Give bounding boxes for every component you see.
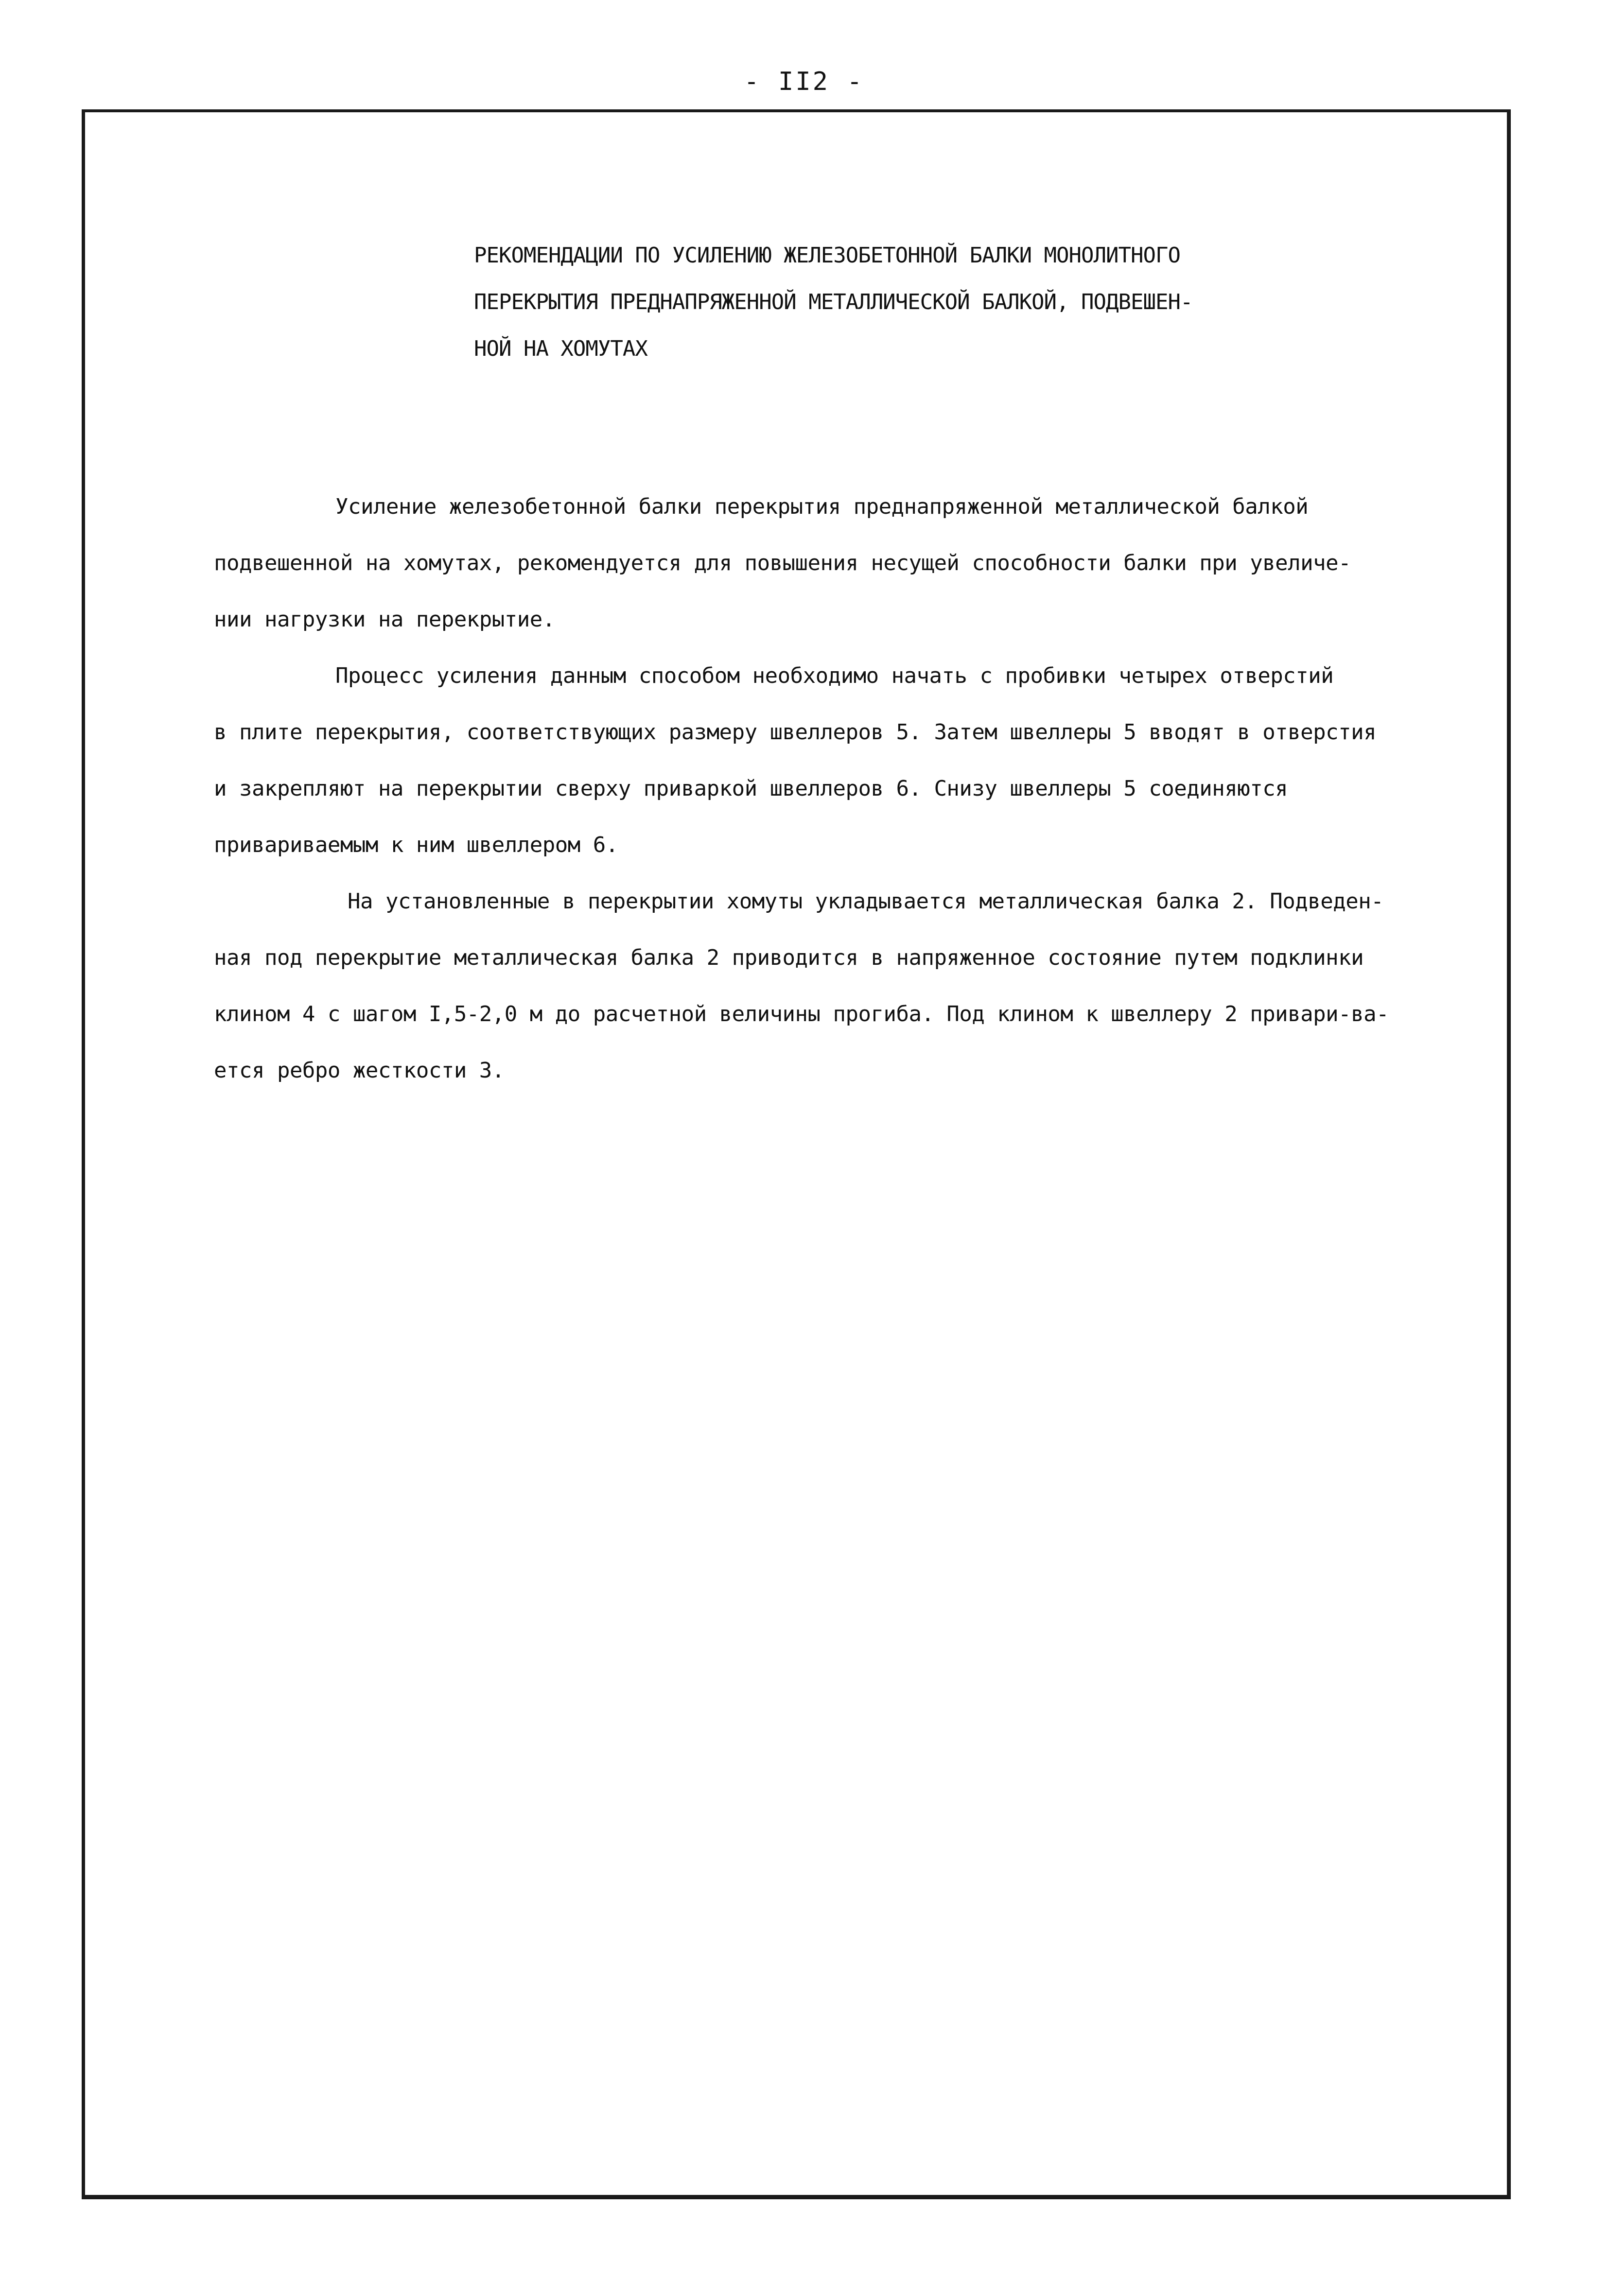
paragraph-line: ная под перекрытие металлическая балка 2 приводится в напряженное состояние путем подклинки bbox=[214, 945, 1364, 970]
page-number: - II2 - bbox=[744, 67, 864, 96]
paragraph-line: в плите перекрытия, соответствующих размеру швеллеров 5. Затем швеллеры 5 вводят в отверстия bbox=[214, 720, 1377, 745]
paragraph-line: Усиление железобетонной балки перекрытия преднапряженной металлической балкой bbox=[335, 494, 1309, 519]
paragraph bbox=[214, 648, 1468, 873]
paragraph-line: На установленные в перекрытии хомуты укладывается металлическая балка 2. Подведен- bbox=[348, 889, 1384, 914]
paragraph-line: и закрепляют на перекрытии сверху приваркой швеллеров 6. Снизу швеллеры 5 соединяются bbox=[214, 776, 1288, 801]
title-line: НОЙ НА ХОМУТАХ bbox=[474, 336, 647, 361]
paragraph bbox=[214, 873, 1468, 1099]
paragraph-line: ется ребро жесткости 3. bbox=[214, 1058, 505, 1083]
title-line: ПЕРЕКРЫТИЯ ПРЕДНАПРЯЖЕННОЙ МЕТАЛЛИЧЕСКОЙ БАЛКОЙ, ПОДВЕШЕН- bbox=[474, 290, 1193, 314]
document-title bbox=[474, 232, 1300, 372]
paragraph bbox=[214, 479, 1468, 648]
body-text bbox=[214, 479, 1468, 1099]
paragraph-line: Процесс усиления данным способом необходимо начать с пробивки четырех отверстий bbox=[335, 663, 1334, 688]
paragraph-line: клином 4 с шагом I,5-2,0 м до расчетной величины прогиба. Под клином к швеллеру 2 привари-ва- bbox=[214, 1002, 1389, 1026]
paragraph-line: подвешенной на хомутах, рекомендуется для повышения несущей способности балки при увеличе- bbox=[214, 551, 1351, 575]
title-line: РЕКОМЕНДАЦИИ ПО УСИЛЕНИЮ ЖЕЛЕЗОБЕТОННОЙ БАЛКИ МОНОЛИТНОГО bbox=[474, 243, 1180, 268]
paragraph-line: нии нагрузки на перекрытие. bbox=[214, 607, 555, 632]
paragraph-line: привариваемым к ним швеллером 6. bbox=[214, 833, 618, 857]
page-frame bbox=[82, 109, 1511, 2199]
